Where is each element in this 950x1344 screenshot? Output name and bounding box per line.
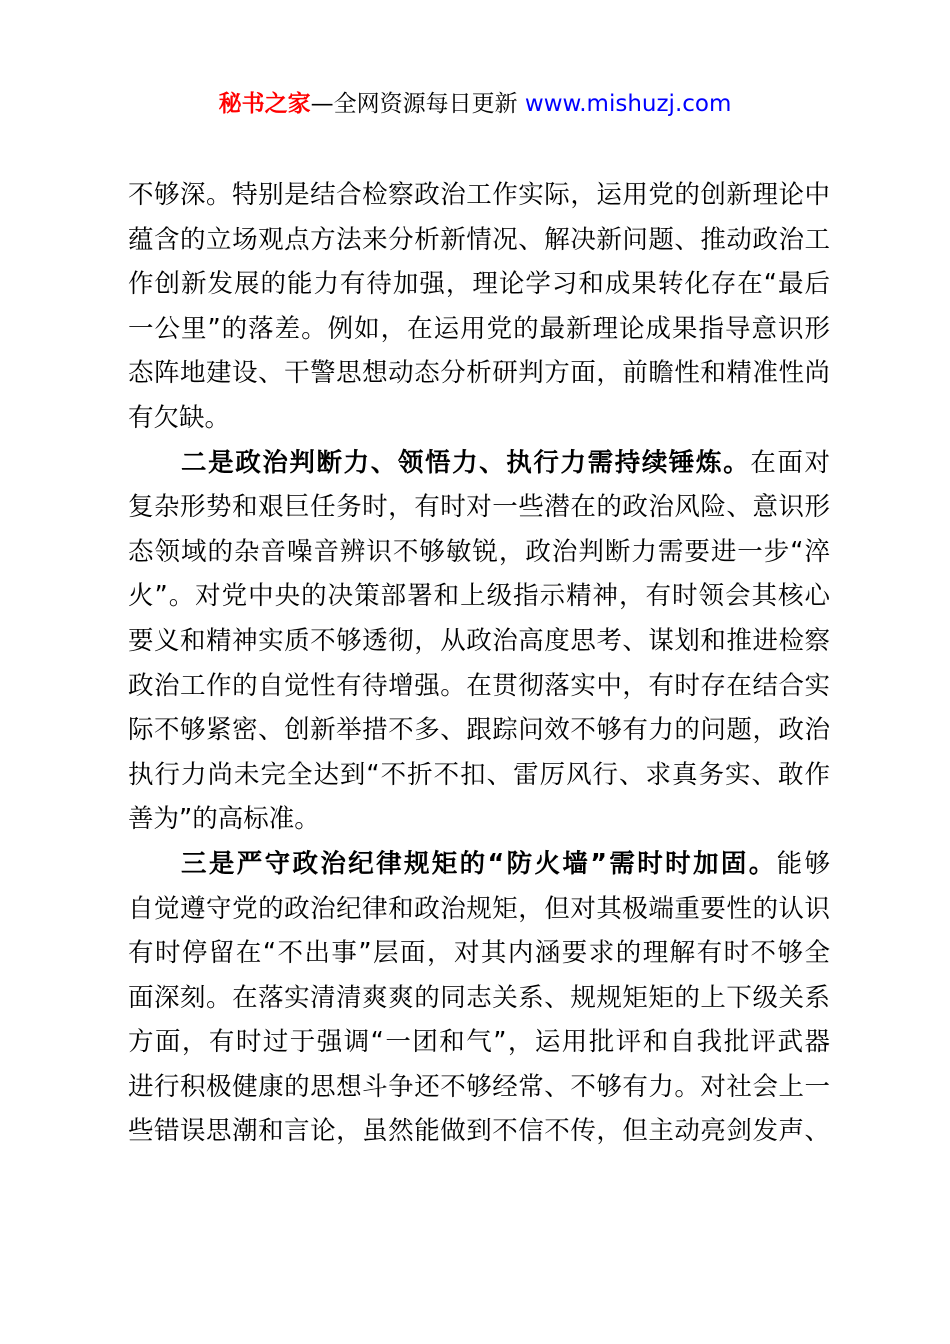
text-line: 一公里”的落差。例如，在运用党的最新理论成果指导意识形 bbox=[128, 313, 830, 344]
text-line: 面深刻。在落实清清爽爽的同志关系、规规矩矩的上下级关系 bbox=[128, 982, 830, 1013]
header-tagline: —全网资源每日更新 bbox=[310, 91, 518, 117]
text-line: 方面，有时过于强调“一团和气”，运用批评和自我批评武器 bbox=[128, 1027, 830, 1058]
text-line: 火”。对党中央的决策部署和上级指示精神，有时领会其核心 bbox=[128, 581, 830, 612]
text-line: 不够深。特别是结合检察政治工作实际，运用党的创新理论中 bbox=[128, 180, 830, 210]
paragraph-heading: 三是严守政治纪律规矩的“防火墙”需时时加固。 bbox=[181, 848, 777, 879]
text-fragment: 在面对 bbox=[750, 447, 830, 478]
header-brand: 秘书之家 bbox=[218, 91, 311, 117]
text-line: 自觉遵守党的政治纪律和政治规矩，但对其极端重要性的认识 bbox=[128, 893, 830, 924]
text-line: 复杂形势和艰巨任务时，有时对一些潜在的政治风险、意识形 bbox=[128, 492, 830, 523]
text-line: 态阵地建设、干警思想动态分析研判方面，前瞻性和精准性尚 bbox=[128, 358, 830, 389]
text-line: 蕴含的立场观点方法来分析新情况、解决新问题、推动政治工 bbox=[128, 224, 830, 255]
text-line: 进行积极健康的思想斗争还不够经常、不够有力。对社会上一 bbox=[128, 1071, 830, 1102]
text-line: 态领域的杂音噪音辨识不够敏锐，政治判断力需要进一步“淬 bbox=[128, 536, 830, 567]
paragraph-heading: 二是政治判断力、领悟力、执行力需持续锤炼。 bbox=[181, 447, 751, 478]
text-line: 政治工作的自觉性有待增强。在贯彻落实中，有时存在结合实 bbox=[128, 670, 830, 701]
text-line: 作创新发展的能力有待加强，理论学习和成果转化存在“最后 bbox=[128, 269, 830, 300]
paragraph-heading-line bbox=[128, 441, 830, 486]
text-line: 善为”的高标准。 bbox=[128, 804, 320, 835]
text-line: 有时停留在“不出事”层面，对其内涵要求的理解有时不够全 bbox=[128, 938, 830, 969]
text-line: 些错误思潮和言论，虽然能做到不信不传，但主动亮剑发声、 bbox=[128, 1116, 830, 1147]
page-header bbox=[0, 88, 950, 120]
paragraph-heading-line bbox=[128, 842, 830, 887]
text-line: 际不够紧密、创新举措不多、跟踪问效不够有力的问题，政治 bbox=[128, 715, 830, 746]
text-fragment: 能够 bbox=[776, 848, 830, 879]
document-body bbox=[128, 173, 830, 1154]
text-line: 执行力尚未完全达到“不折不扣、雷厉风行、求真务实、敢作 bbox=[128, 759, 830, 790]
text-line: 要义和精神实质不够透彻，从政治高度思考、谋划和推进检察 bbox=[128, 625, 830, 656]
text-line: 有欠缺。 bbox=[128, 402, 231, 433]
header-url-link[interactable]: www.mishuzj.com bbox=[524, 91, 732, 117]
